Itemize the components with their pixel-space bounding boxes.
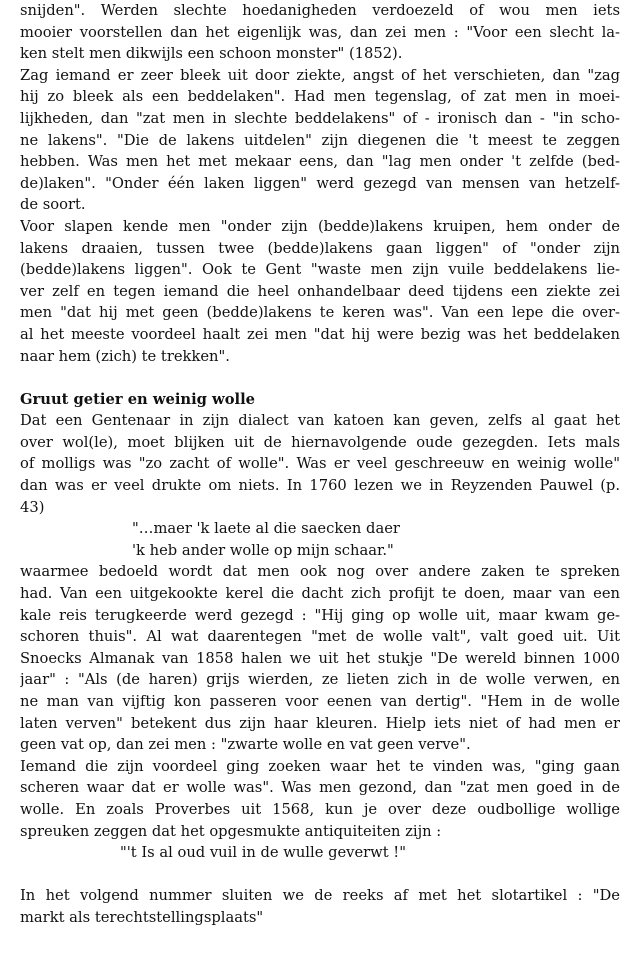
- paragraph-7: [20, 885, 620, 928]
- text-line: snijden". Werden slechte hoedanigheden verdoezeld of wou men iets: [20, 2, 620, 19]
- text-line: Snoecks Almanak van 1858 halen we uit het stukje "De wereld binnen 1000: [20, 649, 620, 667]
- text-line: men "dat hij met geen (bedde)lakens te keren was". Van een lepe die over-: [20, 304, 620, 322]
- document-page: [20, 0, 620, 929]
- paragraph-spacer: [20, 367, 620, 389]
- verse-quotation: [20, 518, 620, 561]
- text-line: al het meeste voordeel haalt zei men "dat hij were bezig was het beddelaken: [20, 325, 620, 343]
- paragraph-spacer: [20, 864, 620, 886]
- text-line: wolle. En zoals Proverbes uit 1568, kun je over deze oudbollige wollige: [20, 800, 620, 818]
- text-line: spreuken zeggen dat het opgesmukte antiquiteiten zijn :: [20, 822, 442, 840]
- text-line: had. Van een uitgekookte kerel die dacht zich profijt te doen, maar van een: [20, 585, 620, 603]
- text-line: Iemand die zijn voordeel ging zoeken waar het te vinden was, "ging gaan: [20, 757, 620, 775]
- paragraph-4: [20, 410, 620, 518]
- text-line: laten verven" betekent dus zijn haar kleuren. Hielp iets niet of had men er: [20, 714, 620, 732]
- verse-line: 'k heb ander wolle op mijn schaar.": [132, 541, 394, 559]
- text-line: Zag iemand er zeer bleek uit door ziekte, angst of het verschieten, dan "zag: [20, 66, 620, 84]
- section-heading: Gruut getier en weinig wolle: [20, 390, 255, 408]
- text-line: 43): [20, 498, 45, 516]
- paragraph-2: [20, 65, 620, 216]
- text-line: (bedde)lakens liggen". Ook te Gent "waste men zijn vuile beddelakens lie-: [20, 261, 620, 279]
- text-line: hebben. Was men het met mekaar eens, dan "lag men onder 't zelfde (bed-: [20, 153, 620, 171]
- text-line: ver zelf en tegen iemand die heel onhandelbaar deed tijdens een ziekte zei: [20, 282, 620, 300]
- text-line: of molligs was "zo zacht of wolle". Was er veel geschreeuw en weinig wolle": [20, 455, 620, 473]
- text-line: ken stelt men dikwijls een schoon monster" (1852).: [20, 45, 403, 63]
- text-line: over wol(le), moet blijken uit de hiernavolgende oude gezegden. Iets mals: [20, 433, 620, 451]
- text-line: markt als terechtstellingsplaats": [20, 908, 264, 926]
- text-line: geen vat op, dan zei men : "zwarte wolle en vat geen verve".: [20, 736, 471, 754]
- text-line: de soort.: [20, 196, 86, 214]
- text-line: lijkheden, dan "zat men in slechte beddelakens" of - ironisch dan - "in scho-: [20, 109, 620, 127]
- text-line: kale reis terugkeerde werd gezegd : "Hij ging op wolle uit, maar kwam ge-: [20, 606, 620, 624]
- paragraph-3: [20, 216, 620, 367]
- text-line: schoren thuis". Al wat daarentegen "met de wolle valt", valt goed uit. Uit: [20, 628, 620, 646]
- text-line: jaar" : "Als (de haren) grijs wierden, ze lieten zich in de wolle verwen, en: [20, 671, 620, 689]
- text-line: naar hem (zich) te trekken".: [20, 347, 230, 365]
- closing-quote: "'t Is al oud vuil in de wulle geverwt !": [120, 844, 406, 862]
- text-line: ne lakens". "Die de lakens uitdelen" zijn diegenen die 't meest te zeggen: [20, 131, 620, 149]
- text-line: Dat een Gentenaar in zijn dialect van katoen kan geven, zelfs al gaat het: [20, 412, 620, 430]
- text-line: scheren waar dat er wolle was". Was men gezond, dan "zat men goed in de: [20, 779, 620, 797]
- text-line: ne man van vijftig kon passeren voor eenen van dertig". "Hem in de wolle: [20, 693, 620, 710]
- verse-line: "…maer 'k laete al die saecken daer: [132, 520, 400, 538]
- text-line: Voor slapen kende men "onder zijn (bedde)lakens kruipen, hem onder de: [20, 217, 620, 235]
- text-line: lakens draaien, tussen twee (bedde)lakens gaan liggen" of "onder zijn: [20, 239, 620, 257]
- text-line: dan was er veel drukte om niets. In 1760 lezen we in Reyzenden Pauwel (p.: [20, 477, 620, 495]
- text-line: hij zo bleek als een beddelaken". Had men tegenslag, of zat men in moei-: [20, 88, 620, 106]
- paragraph-1: [20, 0, 620, 65]
- text-line: In het volgend nummer sluiten we de reeks af met het slotartikel : "De: [20, 887, 620, 905]
- text-line: mooier voorstellen dan het eigenlijk was, dan zei men : "Voor een slecht la-: [20, 23, 620, 41]
- paragraph-5: [20, 561, 620, 755]
- paragraph-6: [20, 756, 620, 842]
- text-line: de)laken". "Onder één laken liggen" werd gezegd van mensen van hetzelf-: [20, 174, 620, 192]
- text-line: waarmee bedoeld wordt dat men ook nog over andere zaken te spreken: [20, 563, 620, 581]
